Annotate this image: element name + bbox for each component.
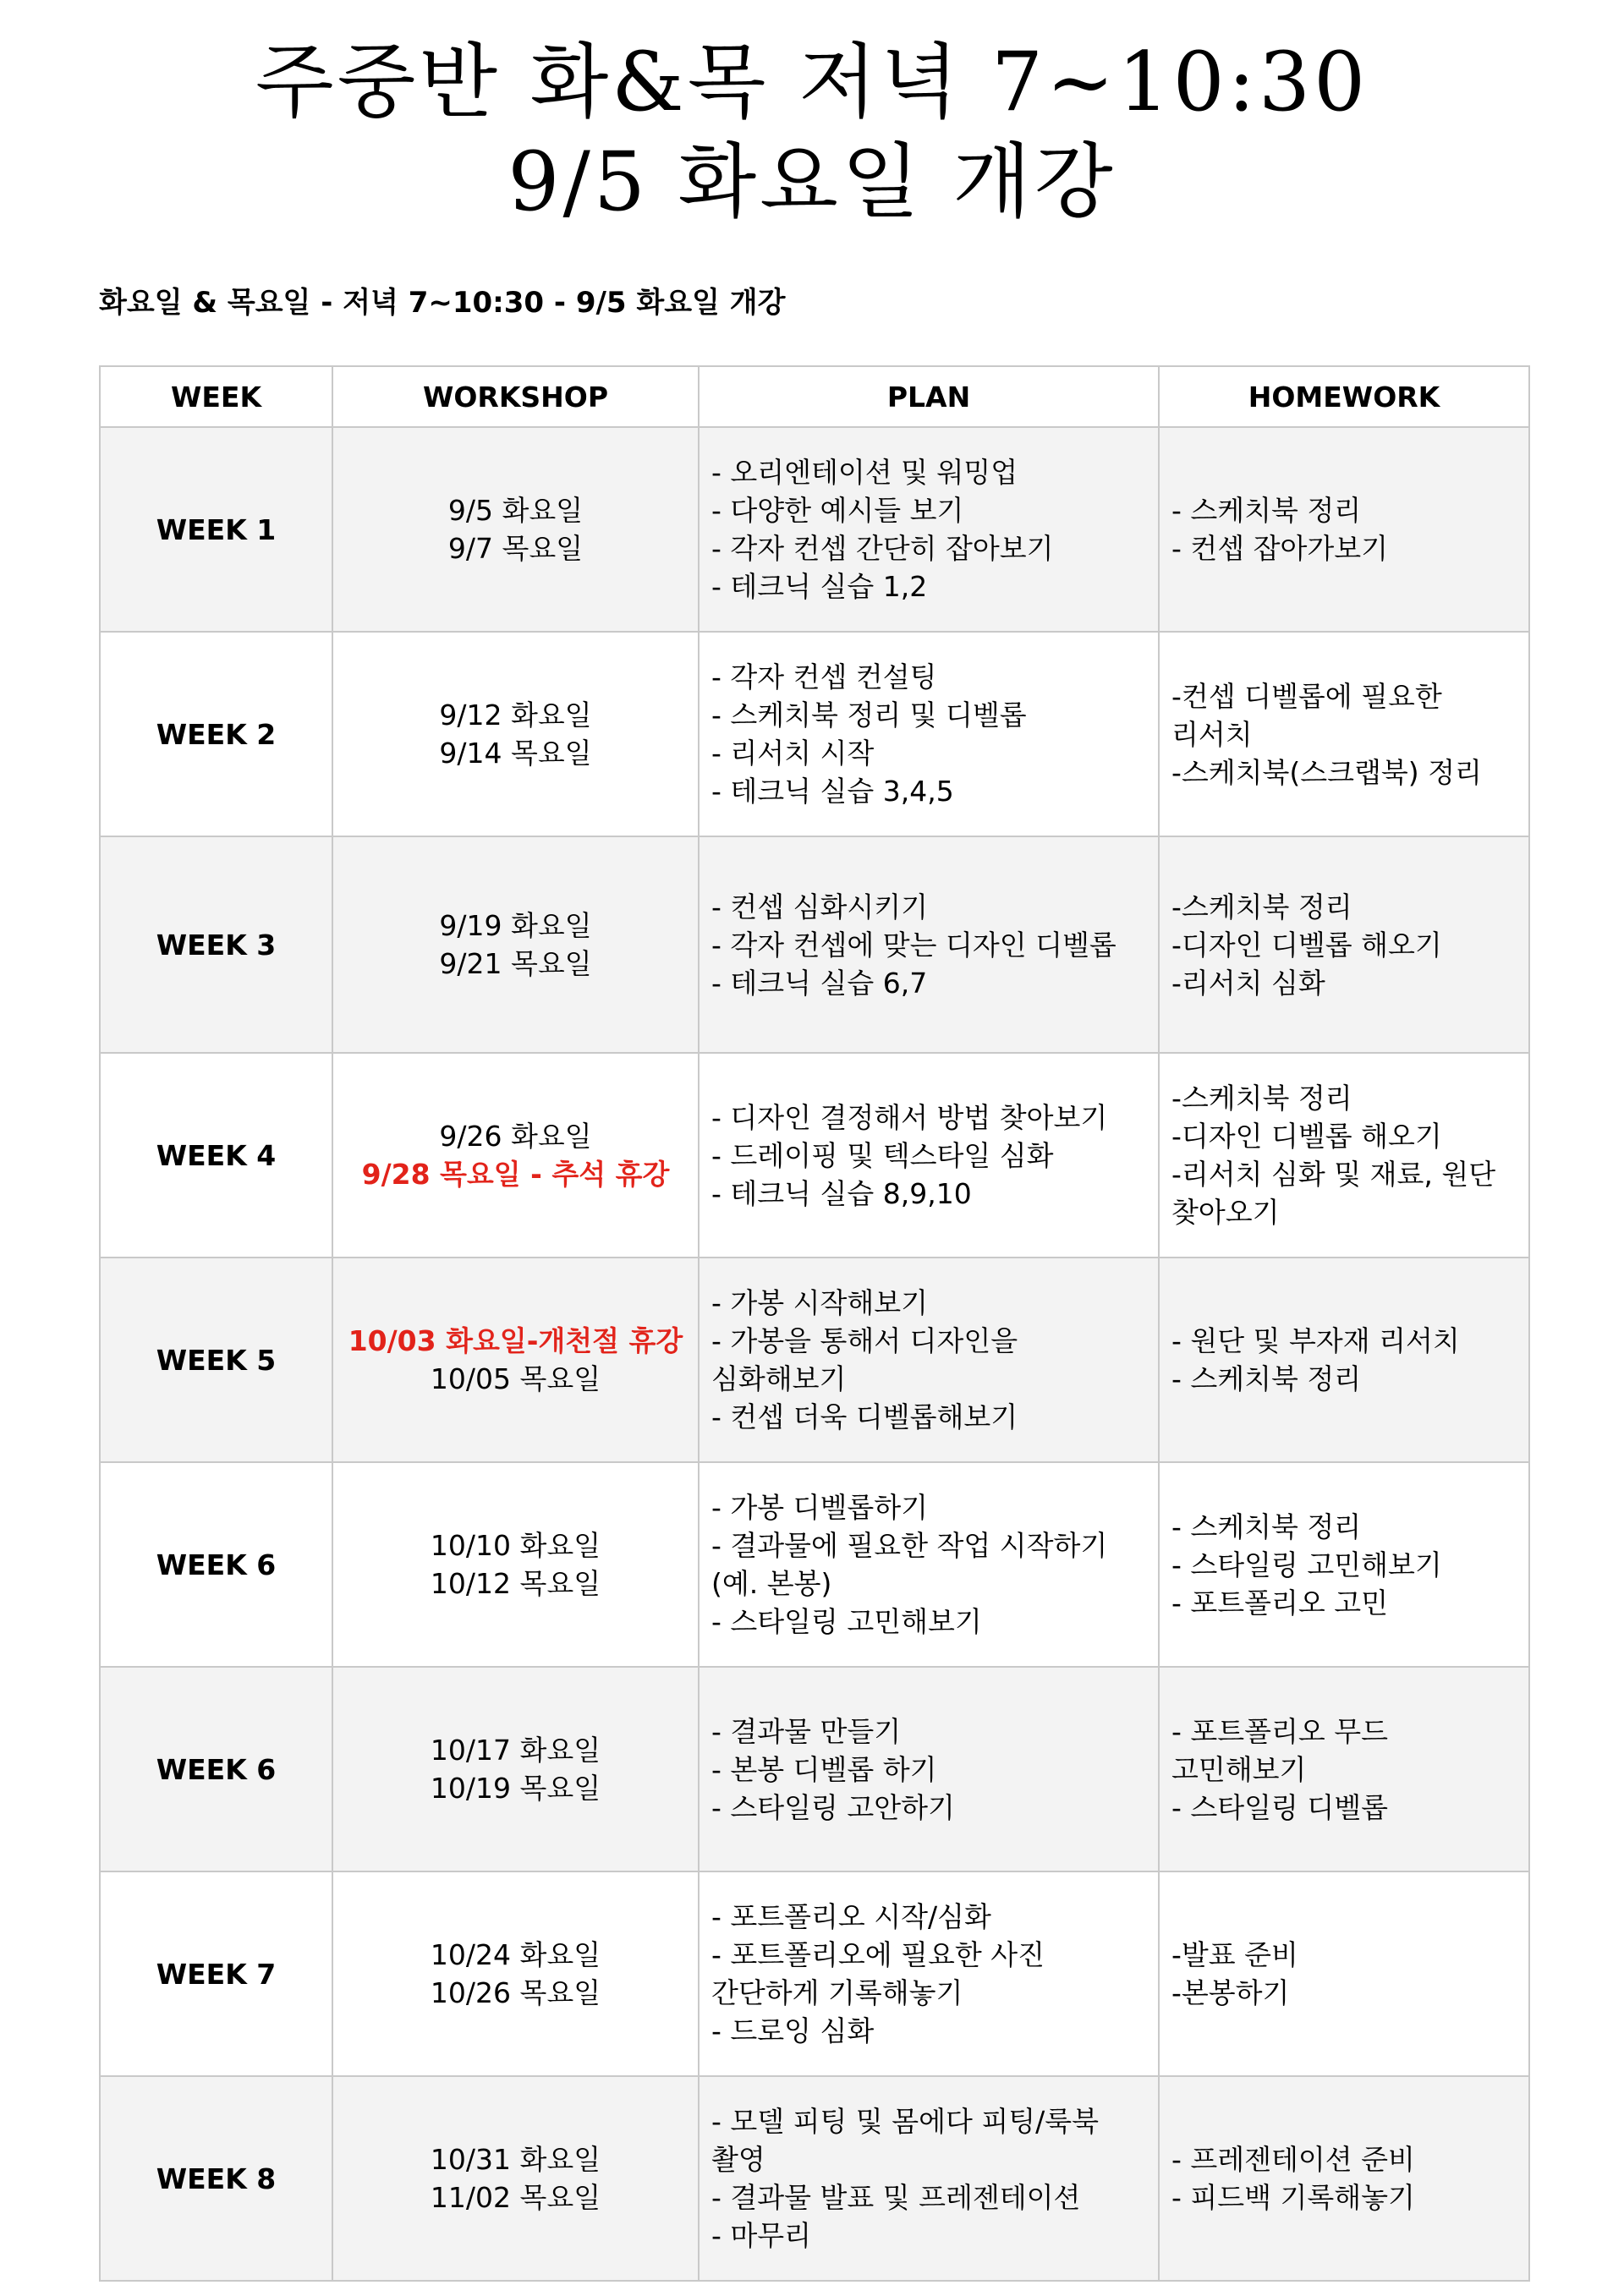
- workshop-date: 10/12 목요일: [430, 1567, 601, 1600]
- homework-cell: [1159, 1258, 1529, 1462]
- plan-item: - 테크닉 실습 3,4,5: [711, 775, 954, 808]
- homework-cell: [1159, 1462, 1529, 1667]
- workshop-cell: [332, 1871, 699, 2076]
- workshop-date-holiday: 10/03 화요일-개천절 휴강: [348, 1324, 683, 1357]
- workshop-cell: [332, 1462, 699, 1667]
- workshop-date: 10/31 화요일: [430, 2143, 601, 2176]
- schedule-table: [99, 365, 1530, 2282]
- plan-item: - 각자 컨셉 컨설팅: [711, 660, 937, 693]
- table-row: [100, 1462, 1529, 1667]
- workshop-date: 9/12 화요일: [439, 699, 592, 732]
- header-plan: PLAN: [699, 366, 1159, 427]
- workshop-cell: [332, 427, 699, 632]
- workshop-date: 10/24 화요일: [430, 1938, 601, 1971]
- table-row: [100, 1871, 1529, 2076]
- plan-item: - 각자 컨셉 간단히 잡아보기: [711, 532, 1054, 565]
- workshop-cell: [332, 1258, 699, 1462]
- plan-item: - 드로잉 심화: [711, 2014, 875, 2047]
- plan-item: - 리서치 시작: [711, 737, 875, 770]
- homework-item: - 스타일링 디벨롭: [1171, 1790, 1389, 1824]
- page-title-line-2: 9/5 화요일 개강: [508, 134, 1116, 229]
- plan-cell: [699, 1667, 1159, 1871]
- week-cell: WEEK 1: [100, 427, 332, 632]
- plan-item: - 테크닉 실습 6,7: [711, 966, 928, 1000]
- week-cell: WEEK 4: [100, 1053, 332, 1258]
- plan-item: - 각자 컨셉에 맞는 디자인 디벨롭: [711, 928, 1116, 962]
- workshop-date-holiday: 9/28 목요일 - 추석 휴강: [361, 1158, 670, 1191]
- plan-item: - 테크닉 실습 1,2: [711, 570, 928, 603]
- homework-item: -디자인 디벨롭 해오기: [1171, 928, 1442, 962]
- plan-item: - 컨셉 더욱 디벨롭해보기: [711, 1400, 1018, 1433]
- table-header-row: [100, 366, 1529, 427]
- plan-item: - 가봉을 통해서 디자인을 심화해보기: [711, 1324, 1018, 1395]
- header-workshop: WORKSHOP: [332, 366, 699, 427]
- table-row: [100, 1667, 1529, 1871]
- table-row: [100, 1053, 1529, 1258]
- plan-item: - 드레이핑 및 텍스타일 심화: [711, 1138, 1054, 1172]
- plan-item: - 마무리: [711, 2219, 812, 2252]
- schedule-body: [100, 427, 1529, 2281]
- homework-item: -리서치 심화 및 재료, 원단 찾아오기: [1171, 1158, 1496, 1229]
- plan-cell: [699, 1053, 1159, 1258]
- plan-cell: [699, 1462, 1159, 1667]
- plan-item: - 스타일링 고민해보기: [711, 1605, 982, 1638]
- plan-item: - 컨셉 심화시키기: [711, 890, 929, 923]
- plan-item: - 모델 피팅 및 몸에다 피팅/룩북 촬영: [711, 2105, 1100, 2176]
- plan-cell: [699, 836, 1159, 1053]
- homework-item: -디자인 디벨롭 해오기: [1171, 1120, 1442, 1153]
- homework-item: - 포트폴리오 고민: [1171, 1586, 1389, 1619]
- plan-item: - 본봉 디벨롭 하기: [711, 1752, 937, 1786]
- plan-cell: [699, 1871, 1159, 2076]
- homework-item: - 컨셉 잡아가보기: [1171, 532, 1389, 565]
- workshop-date: 10/26 목요일: [430, 1976, 601, 2009]
- plan-item: - 디자인 결정해서 방법 찾아보기: [711, 1100, 1108, 1134]
- homework-cell: [1159, 632, 1529, 836]
- plan-item: - 포트폴리오에 필요한 사진 간단하게 기록해놓기: [711, 1938, 1045, 2009]
- homework-item: -스케치북 정리: [1171, 1082, 1352, 1115]
- table-row: [100, 1258, 1529, 1462]
- plan-cell: [699, 632, 1159, 836]
- workshop-date: 11/02 목요일: [430, 2181, 601, 2214]
- homework-item: - 스케치북 정리: [1171, 1362, 1362, 1395]
- week-cell: WEEK 2: [100, 632, 332, 836]
- homework-item: - 스타일링 고민해보기: [1171, 1548, 1442, 1581]
- week-cell: WEEK 8: [100, 2076, 332, 2281]
- page-subtitle: 화요일 & 목요일 - 저녁 7~10:30 - 9/5 화요일 개강: [99, 286, 786, 320]
- homework-item: -본봉하기: [1171, 1976, 1290, 2009]
- workshop-cell: [332, 632, 699, 836]
- workshop-date: 9/7 목요일: [447, 532, 584, 565]
- homework-item: - 피드백 기록해놓기: [1171, 2181, 1415, 2214]
- plan-cell: [699, 427, 1159, 632]
- plan-item: - 포트폴리오 시작/심화: [711, 1900, 991, 1933]
- plan-item: - 테크닉 실습 8,9,10: [711, 1176, 972, 1210]
- homework-cell: [1159, 836, 1529, 1053]
- homework-cell: [1159, 1871, 1529, 2076]
- table-row: [100, 427, 1529, 632]
- week-cell: WEEK 6: [100, 1462, 332, 1667]
- week-cell: WEEK 3: [100, 836, 332, 1053]
- homework-item: - 포트폴리오 무드 고민해보기: [1171, 1714, 1389, 1786]
- plan-cell: [699, 1258, 1159, 1462]
- week-cell: WEEK 6: [100, 1667, 332, 1871]
- homework-item: -리서치 심화: [1171, 966, 1325, 1000]
- table-row: [100, 2076, 1529, 2281]
- workshop-date: 10/10 화요일: [430, 1529, 601, 1562]
- plan-item: - 다양한 예시들 보기: [711, 494, 964, 527]
- plan-item: - 결과물 발표 및 프레젠테이션: [711, 2181, 1081, 2214]
- homework-item: -컨셉 디벨롭에 필요한 리서치: [1171, 679, 1442, 751]
- workshop-date: 9/14 목요일: [439, 737, 592, 770]
- workshop-date: 10/19 목요일: [430, 1772, 601, 1805]
- workshop-date: 9/5 화요일: [447, 494, 584, 527]
- homework-cell: [1159, 2076, 1529, 2281]
- table-row: [100, 836, 1529, 1053]
- homework-cell: [1159, 427, 1529, 632]
- homework-cell: [1159, 1053, 1529, 1258]
- week-cell: WEEK 5: [100, 1258, 332, 1462]
- homework-item: -스케치북(스크랩북) 정리: [1171, 755, 1482, 789]
- homework-item: - 스케치북 정리: [1171, 1510, 1362, 1543]
- homework-item: - 프레젠테이션 준비: [1171, 2143, 1415, 2176]
- workshop-cell: [332, 2076, 699, 2281]
- plan-item: - 오리엔테이션 및 워밍업: [711, 456, 1018, 489]
- plan-item: - 가봉 시작해보기: [711, 1286, 929, 1319]
- homework-item: -스케치북 정리: [1171, 890, 1352, 923]
- table-row: [100, 632, 1529, 836]
- header-week: WEEK: [100, 366, 332, 427]
- plan-item: - 스케치북 정리 및 디벨롭: [711, 699, 1027, 732]
- plan-item: - 가봉 디벨롭하기: [711, 1491, 929, 1524]
- workshop-date: 9/19 화요일: [439, 909, 592, 942]
- homework-cell: [1159, 1667, 1529, 1871]
- workshop-date: 10/05 목요일: [430, 1362, 601, 1395]
- page-title-line-1: 주중반 화&목 저녁 7~10:30: [255, 35, 1369, 129]
- workshop-cell: [332, 1667, 699, 1871]
- plan-cell: [699, 2076, 1159, 2281]
- homework-item: -발표 준비: [1171, 1938, 1298, 1971]
- workshop-cell: [332, 836, 699, 1053]
- plan-item: - 스타일링 고안하기: [711, 1790, 955, 1824]
- workshop-cell: [332, 1053, 699, 1258]
- workshop-date: 9/21 목요일: [439, 947, 592, 980]
- plan-item: - 결과물 만들기: [711, 1714, 902, 1748]
- workshop-date: 10/17 화요일: [430, 1734, 601, 1767]
- header-homework: HOMEWORK: [1159, 366, 1529, 427]
- page-title: [0, 32, 1624, 232]
- homework-item: - 원단 및 부자재 리서치: [1171, 1324, 1460, 1357]
- week-cell: WEEK 7: [100, 1871, 332, 2076]
- homework-item: - 스케치북 정리: [1171, 494, 1362, 527]
- workshop-date: 9/26 화요일: [439, 1120, 592, 1153]
- plan-item: - 결과물에 필요한 작업 시작하기(예. 본봉): [711, 1529, 1108, 1600]
